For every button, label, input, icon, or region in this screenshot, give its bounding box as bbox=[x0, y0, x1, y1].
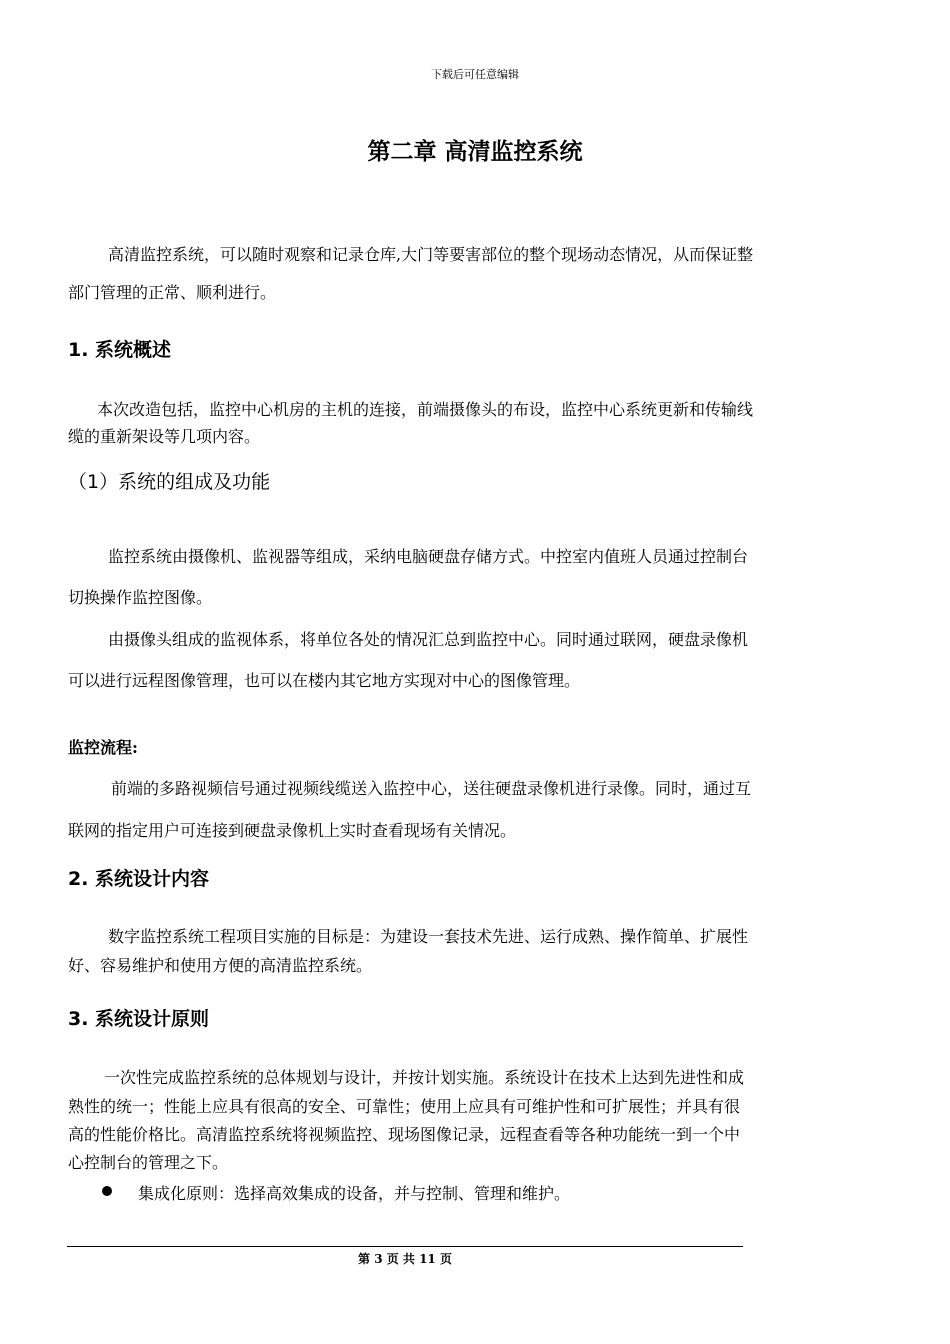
section-1-line-1: 本次改造包括，监控中心机房的主机的连接，前端摄像头的布设，监控中心系统更新和传输线 bbox=[97, 400, 754, 419]
paragraph-line: 心控制台的管理之下。 bbox=[68, 1153, 229, 1172]
paragraph-line: 由摄像头组成的监视体系，将单位各处的情况汇总到监控中心。同时通过联网，硬盘录像机 bbox=[108, 630, 749, 649]
intro-line-2: 部门管理的正常、顺利进行。 bbox=[68, 283, 277, 302]
paragraph-line: 可以进行远程图像管理，也可以在楼内其它地方实现对中心的图像管理。 bbox=[68, 671, 581, 690]
paragraph-line: 监控系统由摄像机、监视器等组成，采纳电脑硬盘存储方式。中控室内值班人员通过控制台 bbox=[108, 547, 749, 566]
intro-line-1: 高清监控系统，可以随时观察和记录仓库,大门等要害部位的整个现场动态情况，从而保证整 bbox=[108, 245, 754, 264]
paragraph-line: 一次性完成监控系统的总体规划与设计，并按计划实施。系统设计在技术上达到先进性和成 bbox=[104, 1068, 745, 1087]
section-3-heading: 3. 系统设计原则 bbox=[68, 1008, 210, 1030]
page-number: 第 3 页 共 11 页 bbox=[358, 1252, 452, 1266]
paragraph-line: 切换操作监控图像。 bbox=[68, 588, 213, 607]
paragraph-line: 联网的指定用户可连接到硬盘录像机上实时查看现场有关情况。 bbox=[68, 821, 517, 840]
paragraph-line: 数字监控系统工程项目实施的目标是：为建设一套技术先进、运行成熟、操作简单、扩展性 bbox=[108, 927, 749, 946]
paragraph-line: 好、容易维护和使用方便的高清监控系统。 bbox=[68, 956, 373, 975]
page-header: 下载后可任意编辑 bbox=[431, 68, 519, 81]
paragraph-line: 熟性的统一；性能上应具有很高的安全、可靠性；使用上应具有可维护性和可扩展性；并具有很 bbox=[68, 1097, 741, 1116]
subsection-heading: （1）系统的组成及功能 bbox=[68, 471, 271, 493]
footer-rule bbox=[67, 1246, 743, 1247]
paragraph-line: 前端的多路视频信号通过视频线缆送入监控中心，送往硬盘录像机进行录像。同时，通过互 bbox=[111, 779, 752, 798]
bullet-icon bbox=[102, 1186, 112, 1196]
bullet-text: 集成化原则：选择高效集成的设备，并与控制、管理和维护。 bbox=[138, 1184, 571, 1203]
paragraph-line: 高的性能价格比。高清监控系统将视频监控、现场图像记录，远程查看等各种功能统一到一个中 bbox=[68, 1125, 741, 1144]
section-1-line-2: 缆的重新架设等几项内容。 bbox=[68, 427, 261, 446]
section-1-heading: 1. 系统概述 bbox=[68, 339, 172, 361]
section-2-heading: 2. 系统设计内容 bbox=[68, 868, 210, 890]
chapter-title: 第二章 高清监控系统 bbox=[367, 139, 583, 165]
flow-label: 监控流程: bbox=[68, 738, 138, 757]
